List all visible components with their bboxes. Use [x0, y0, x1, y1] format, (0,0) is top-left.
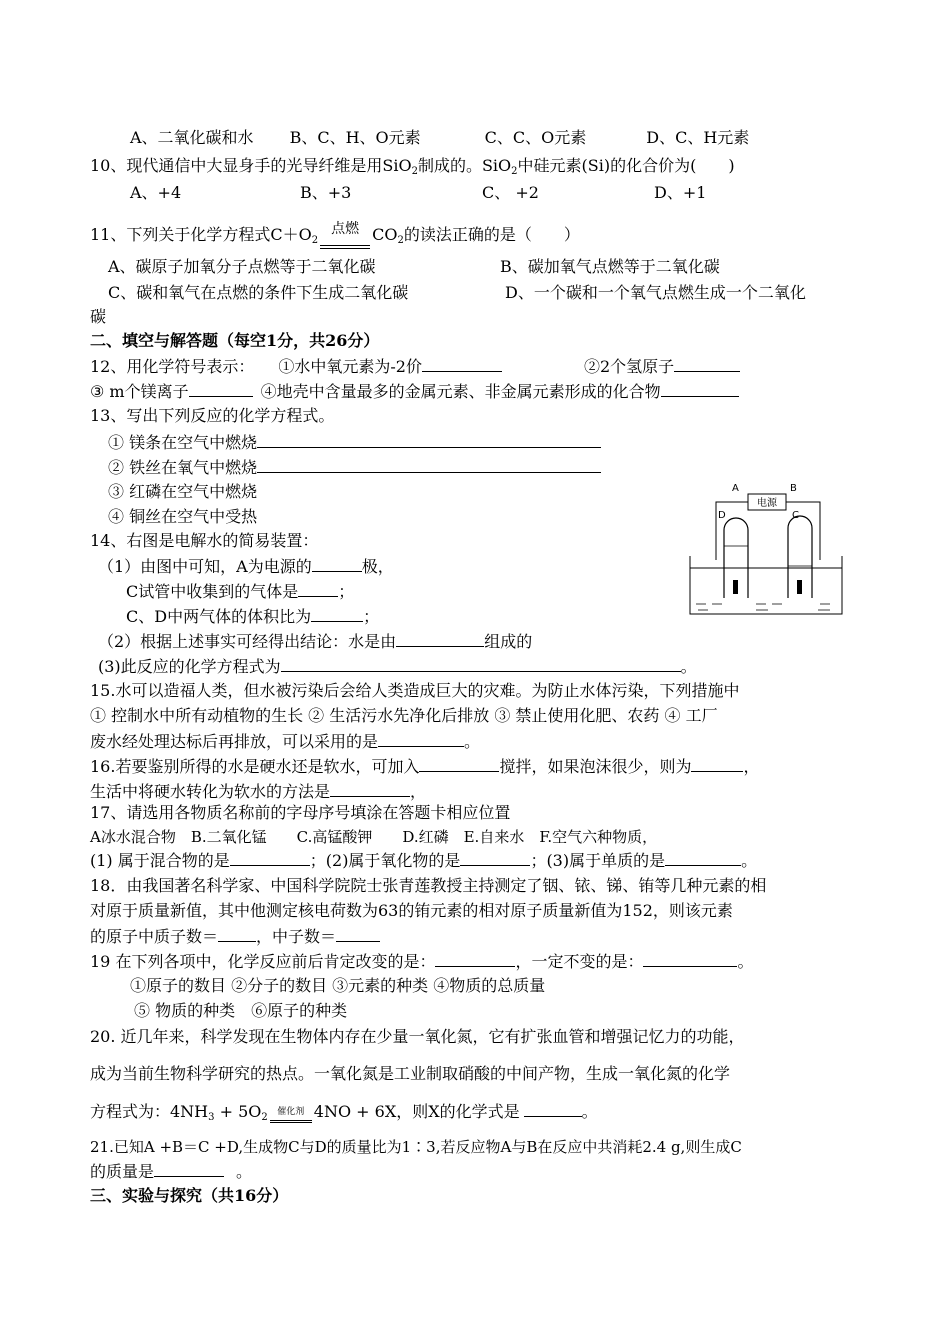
- blank[interactable]: [661, 381, 739, 397]
- blank[interactable]: [435, 951, 515, 967]
- blank[interactable]: [311, 606, 363, 622]
- q16-line2: 生活中将硬水转化为软水的方法是 ，: [90, 782, 427, 801]
- blank[interactable]: [419, 756, 499, 772]
- blank[interactable]: [643, 951, 737, 967]
- reaction-arrow: 点燃: [318, 231, 372, 251]
- q14-line5: (3)此反应的化学方程式为 。: [98, 657, 697, 676]
- q19-line2: ①原子的数目 ②分子的数目 ③元素的种类 ④物质的总质量: [130, 976, 546, 995]
- blank[interactable]: [257, 432, 601, 448]
- q10-options: A、+4 B、+3 C、 +2 D、+1: [130, 183, 707, 202]
- q20-line1: 20. 近几年来，科学发现在生物体内存在少量一氧化氮，它有扩张血管和增强记忆力的功能，: [90, 1027, 745, 1046]
- blank[interactable]: [330, 781, 410, 797]
- q21-line2: 的质量是 。: [90, 1162, 253, 1181]
- label-a: A: [732, 483, 739, 494]
- q19-line1: 19 在下列各项中，化学反应前后肯定改变的是： ，一定不变的是： 。: [90, 952, 754, 971]
- section-3-heading: 三、实验与探究（共16分）: [90, 1186, 289, 1205]
- q13-item1: ① 镁条在空气中燃烧: [108, 432, 601, 453]
- q13-item3: ③ 红磷在空气中燃烧: [108, 482, 258, 501]
- q17-line1: 17、请选用各物质名称前的字母序号填涂在答题卡相应位置: [90, 803, 511, 822]
- q20-line2: 成为当前生物科学研究的热点。一氧化氮是工业制取硝酸的中间产物，生成一氧化氮的化学: [90, 1064, 731, 1083]
- q13-item2: ② 铁丝在氧气中燃烧: [108, 457, 601, 478]
- reaction-arrow: 催化剂: [268, 1108, 314, 1128]
- q15-line3: 废水经处理达标后再排放，可以采用的是 。: [90, 732, 481, 751]
- blank[interactable]: [524, 1101, 582, 1117]
- q18-line1: 18．由我国著名科学家、中国科学院院士张青莲教授主持测定了铟、铱、锑、铕等几种元素的相: [90, 876, 767, 895]
- blank[interactable]: [422, 356, 502, 372]
- q11-stem: 11、下列关于化学方程式$C+O_2$ 点燃 $CO_2$的读法正确的是（ ）: [90, 225, 580, 251]
- water-trough: [690, 556, 842, 614]
- q17-line2: A冰水混合物 B.二氧化锰 C.高锰酸钾 D.红磷 E.自来水 F.空气六种物质，: [90, 828, 658, 846]
- label-c: C: [792, 510, 799, 521]
- q10-stem: 10、现代通信中大显身手的光导纤维是用SiO$_2$制成的。SiO$_2$中硅元素(Si)的化合价为( ): [90, 156, 735, 177]
- blank[interactable]: [665, 850, 741, 866]
- q11-option-d: D、一个碳和一个氧气点燃生成一个二氧化: [505, 283, 806, 302]
- power-source-label: 电源: [757, 498, 777, 509]
- blank[interactable]: [378, 731, 464, 747]
- q14-title: 14、右图是电解水的简易装置：: [90, 531, 319, 550]
- q11-option-d-cont: 碳: [90, 307, 107, 326]
- blank[interactable]: [674, 356, 740, 372]
- label-d: D: [718, 510, 726, 521]
- blank[interactable]: [691, 756, 743, 772]
- q9-options: A、二氧化碳和水 B、C、H、O元素 C、C、O元素 D、C、H元素: [130, 128, 750, 147]
- blank[interactable]: [396, 631, 484, 647]
- blank[interactable]: [298, 581, 338, 597]
- electrode-c: [797, 580, 802, 594]
- blank[interactable]: [281, 656, 681, 672]
- q14-line1: （1）由图中可知，A为电源的 极，: [98, 557, 394, 576]
- q12-line2: ③ m个镁离子 ④地壳中含量最多的金属元素、非金属元素形成的化合物: [90, 381, 739, 402]
- section-2-heading: 二、填空与解答题（每空1分，共26分）: [90, 331, 380, 350]
- q12-line1: 12、用化学符号表示： ①水中氧元素为-2价 ②2个氢原子: [90, 356, 740, 377]
- blank[interactable]: [336, 926, 380, 942]
- blank[interactable]: [312, 556, 362, 572]
- q15-line2: ① 控制水中所有动植物的生长 ② 生活污水先净化后排放 ③ 禁止使用化肥、农药 ④ 工厂: [90, 706, 718, 725]
- electrolysis-apparatus-diagram: [686, 480, 846, 620]
- q17-line3: (1) 属于混合物的是 ；(2)属于氧化物的是 ；(3)属于单质的是 。: [90, 851, 758, 870]
- blank[interactable]: [257, 457, 601, 473]
- blank[interactable]: [154, 1161, 224, 1177]
- q19-line3: ⑤ 物质的种类 ⑥原子的种类: [134, 1001, 348, 1020]
- q11-option-a: A、碳原子加氧分子点燃等于二氧化碳: [108, 257, 376, 276]
- q14-line4: （2）根据上述事实可经得出结论：水是由 组成的: [98, 632, 533, 651]
- blank[interactable]: [189, 381, 253, 397]
- q16-line1: 16.若要鉴别所得的水是硬水还是软水，可加入 搅拌，如果泡沫很少，则为 ，: [90, 757, 760, 776]
- label-b: B: [790, 483, 797, 494]
- q11-option-b: B、碳加氧气点燃等于二氧化碳: [500, 257, 720, 276]
- q18-line3: 的原子中质子数＝ ，中子数＝: [90, 926, 380, 947]
- blank[interactable]: [230, 850, 310, 866]
- q13-item4: ④ 铜丝在空气中受热: [108, 507, 258, 526]
- q20-line3: 方程式为：$4NH_3 + 5O_2$ 催化剂 4NO + 6X，则X的化学式是 。: [90, 1101, 598, 1128]
- q21-line1: 21.已知A +B＝C +D,生成物C与D的质量比为1∶3,若反应物A与B在反应中共消耗2.4 g,则生成C: [90, 1138, 742, 1156]
- blank[interactable]: [218, 926, 256, 942]
- q11-option-c: C、碳和氧气在点燃的条件下生成二氧化碳: [108, 283, 409, 302]
- q18-line2: 对原于质量新值，其中他测定核电荷数为63的铕元素的相对原子质量新值为152，则该元素: [90, 901, 733, 920]
- electrode-d: [733, 580, 738, 594]
- blank[interactable]: [460, 850, 530, 866]
- q14-line3: C、D中两气体的体积比为 ；: [126, 607, 380, 626]
- q13-title: 13、写出下列反应的化学方程式。: [90, 406, 335, 425]
- q14-line2: C试管中收集到的气体是 ；: [126, 582, 355, 601]
- q15-line1: 15.水可以造福人类，但水被污染后会给人类造成巨大的灾难。为防止水体污染，下列措施中: [90, 681, 740, 700]
